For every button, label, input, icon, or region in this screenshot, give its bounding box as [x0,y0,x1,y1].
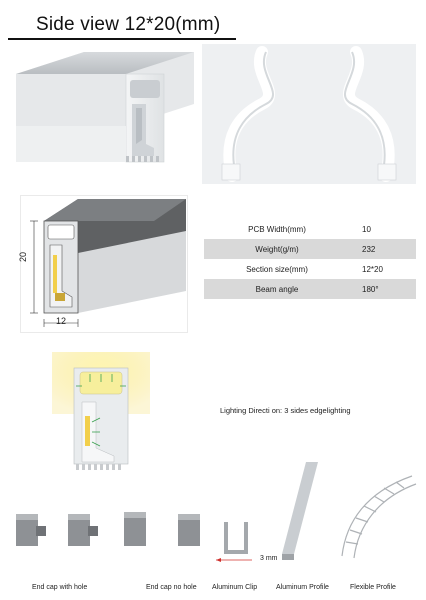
spec-value: 232 [362,244,376,254]
lighting-direction-text: Lighting Directi on: 3 sides edgelighting [220,406,351,415]
side-view-render [14,44,200,164]
dimension-drawing [20,195,188,333]
end-cap-with-hole-image-2 [68,514,98,546]
spec-row-weight [204,239,416,259]
accessory-label-aluminum-profile: Aluminum Profile [276,584,329,591]
width-dimension-label: 12 [56,316,67,326]
page-title: Side view 12*20(mm) [36,14,221,35]
spec-label: Weight(g/m) [255,244,299,254]
spec-table [204,219,416,299]
clip-gap-dimension-label: 3 mm [260,555,278,562]
spec-label: Beam angle [255,284,299,294]
spec-row-section-size [204,259,416,279]
end-cap-no-hole-image-2 [178,514,200,546]
accessory-label-flexible-profile: Flexible Profile [350,584,396,591]
spec-value: 10 [362,224,371,234]
spec-row-pcb-width [204,219,416,239]
spec-value: 180° [362,284,379,294]
spec-label: Section size(mm) [246,264,308,274]
spec-label: PCB Width(mm) [248,224,306,234]
aluminum-profile-image [282,462,318,560]
spec-row-beam-angle [204,279,416,299]
spec-value: 12*20 [362,264,383,274]
accessories-images [6,452,420,578]
end-cap-no-hole-image [124,512,146,546]
accessory-label-end-cap-no-hole: End cap no hole [146,584,197,591]
title-underline [8,38,236,40]
aluminum-clip-image [216,522,252,562]
height-dimension-label: 20 [18,251,28,262]
flexible-profile-image [342,476,416,558]
accessory-label-aluminum-clip: Aluminum Clip [212,584,258,591]
end-cap-with-hole-image [16,514,46,546]
flexible-bend-render [202,44,416,184]
accessory-label-end-cap-with-hole: End cap with hole [32,584,88,591]
